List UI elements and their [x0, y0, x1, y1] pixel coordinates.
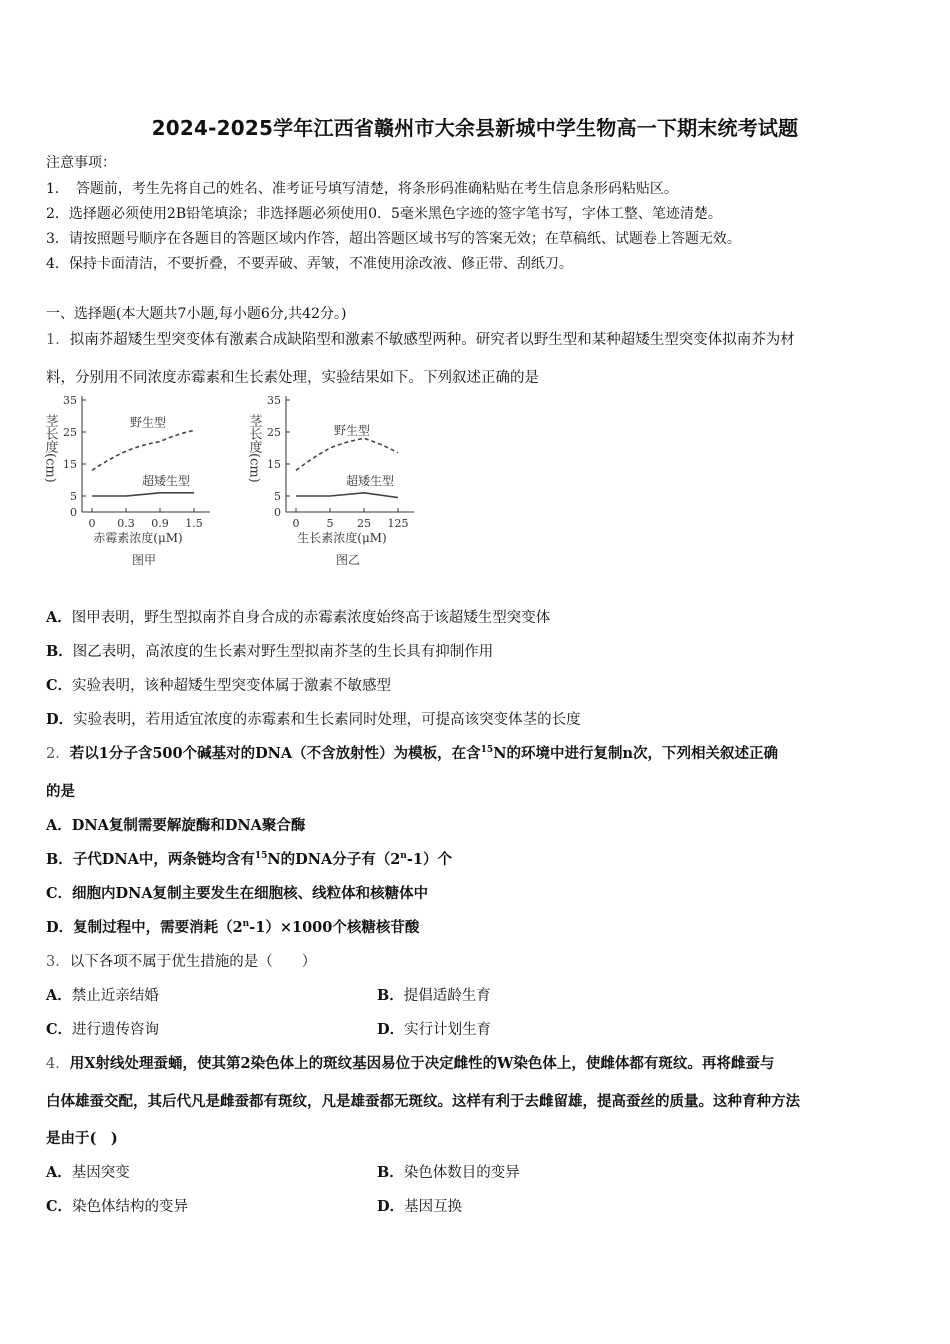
x-axis-label: 生长素浓度(μM) [297, 531, 387, 545]
question-4-stem-line-3: 是由于( ) [46, 1130, 118, 1147]
question-1-stem-line-2: 料，分别用不同浓度赤霉素和生长素处理，实验结果如下。下列叙述正确的是 [46, 370, 539, 386]
notice-item-1: 1． 答题前，考生先将自己的姓名、准考证号填写清楚，将条形码准确粘贴在考生信息条形码粘贴区。 [46, 181, 678, 197]
question-3-option-d[interactable]: D．实行计划生育 [377, 1021, 492, 1038]
y-tick-label: 15 [267, 458, 281, 471]
x-tick-label: 1.5 [185, 517, 203, 530]
chart-caption: 图甲 [131, 553, 157, 567]
question-2-option-a[interactable]: A．DNA复制需要解旋酶和DNA聚合酶 [46, 817, 306, 834]
x-tick-label: 25 [357, 517, 371, 530]
notice-item-3: 3．请按照题号顺序在各题目的答题区域内作答，超出答题区域书写的答案无效；在草稿纸、试题卷上答题无效。 [46, 231, 741, 247]
question-2-option-c[interactable]: C．细胞内DNA复制主要发生在细胞核、线粒体和核糖体中 [46, 885, 429, 902]
x-tick-label: 5 [326, 517, 334, 530]
question-3-option-a[interactable]: A．禁止近亲结婚 [46, 987, 159, 1004]
y-tick-label: 5 [274, 490, 281, 503]
x-tick-label: 0 [88, 517, 96, 530]
question-4-option-a[interactable]: A．基因突变 [46, 1164, 130, 1181]
question-4-stem-line-1: 4．用X射线处理蚕蛹，使其第2染色体上的斑纹基因易位于决定雌性的W染色体上，使雌体都有斑纹。再将雌蚕与 [46, 1055, 775, 1072]
question-3-option-b[interactable]: B．提倡适龄生育 [377, 987, 491, 1004]
x-tick-label: 0.3 [117, 517, 135, 530]
notice-item-4: 4．保持卡面清洁，不要折叠，不要弄破、弄皱，不准使用涂改液、修正带、刮纸刀。 [46, 256, 573, 272]
notice-heading: 注意事项： [46, 155, 116, 171]
question-1-stem-line-1: 1．拟南芥超矮生型突变体有激素合成缺陷型和激素不敏感型两种。研究者以野生型和某种超矮生型突变体拟南芥为材 [46, 332, 795, 348]
y-tick-label: 0 [70, 506, 77, 519]
chart-caption: 图乙 [335, 553, 361, 567]
series-line-wild-type [92, 430, 194, 470]
y-axis-label: 茎长度(cm) [246, 414, 262, 483]
y-tick-label: 25 [63, 426, 77, 439]
series-line-dwarf [92, 493, 194, 496]
question-4-option-c[interactable]: C．染色体结构的变异 [46, 1198, 189, 1215]
y-tick-label: 35 [63, 394, 77, 407]
x-tick-label: 0 [292, 517, 300, 530]
series-label: 超矮生型 [142, 473, 191, 488]
y-tick-label: 0 [274, 506, 281, 519]
series-line-wild-type [296, 438, 398, 470]
question-4-stem-line-2: 白体雄蚕交配，其后代凡是雌蚕都有斑纹，凡是雄蚕都无斑纹。这样有利于去雌留雄，提高蚕丝的质量。这种育种方法 [46, 1093, 800, 1110]
question-1-number: 1． [46, 332, 70, 348]
question-1-option-d[interactable]: D．实验表明，若用适宜浓度的赤霉素和生长素同时处理，可提高该突变体茎的长度 [46, 711, 581, 728]
question-4-option-d[interactable]: D．基因互换 [377, 1198, 463, 1215]
question-3-number: 3． [46, 954, 70, 970]
y-axis-label: 茎长度(cm) [42, 414, 58, 483]
series-line-dwarf [296, 493, 398, 498]
question-2-option-d[interactable]: D．复制过程中，需要消耗$(2^n-1)\times 1000$个核糖核苷酸 [46, 919, 420, 936]
question-1-option-c[interactable]: C．实验表明，该种超矮生型突变体属于激素不敏感型 [46, 677, 392, 694]
x-tick-label: 125 [387, 517, 409, 530]
series-label: 超矮生型 [346, 473, 395, 488]
notice-item-2: 2．选择题必须使用2B铅笔填涂；非选择题必须使用0．5毫米黑色字迹的签字笔书写，字体工整、笔迹清楚。 [46, 206, 722, 222]
question-3-option-c[interactable]: C．进行遗传咨询 [46, 1021, 160, 1038]
question-4-number: 4． [46, 1056, 70, 1072]
y-tick-label: 5 [70, 490, 77, 503]
question-1-option-a[interactable]: A．图甲表明，野生型拟南芥自身合成的赤霉素浓度始终高于该超矮生型突变体 [46, 609, 551, 626]
y-tick-label: 15 [63, 458, 77, 471]
question-3-stem: 3．以下各项不属于优生措施的是（ ） [46, 954, 317, 970]
chart-jia [40, 392, 220, 572]
y-tick-label: 35 [267, 394, 281, 407]
question-1-option-b[interactable]: B．图乙表明，高浓度的生长素对野生型拟南芥茎的生长具有抑制作用 [46, 643, 494, 660]
question-2-stem-line-2: 的是 [46, 783, 75, 800]
y-tick-label: 25 [267, 426, 281, 439]
page-title: 2024-2025学年江西省赣州市大余县新城中学生物高一下期末统考试题 [151, 116, 799, 140]
series-label: 野生型 [130, 415, 167, 430]
question-2-number: 2． [46, 746, 70, 762]
x-axis-label: 赤霉素浓度(μM) [93, 531, 183, 545]
question-2-stem-line-1: 2．若以1分子含500个碱基对的DNA（不含放射性）为模板，在含$^{15}$N的环境中进行复制n次，下列相关叙述正确 [46, 745, 778, 762]
question-2-option-b[interactable]: B．子代DNA中，两条链均含有$^{15}$N的DNA分子有（2$^n$-1）个 [46, 851, 452, 868]
series-label: 野生型 [334, 423, 371, 438]
chart-yi [244, 392, 424, 572]
section-heading: 一、选择题(本大题共7小题,每小题6分,共42分。) [46, 306, 347, 322]
question-4-option-b[interactable]: B．染色体数目的变异 [377, 1164, 520, 1181]
x-tick-label: 0.9 [151, 517, 169, 530]
